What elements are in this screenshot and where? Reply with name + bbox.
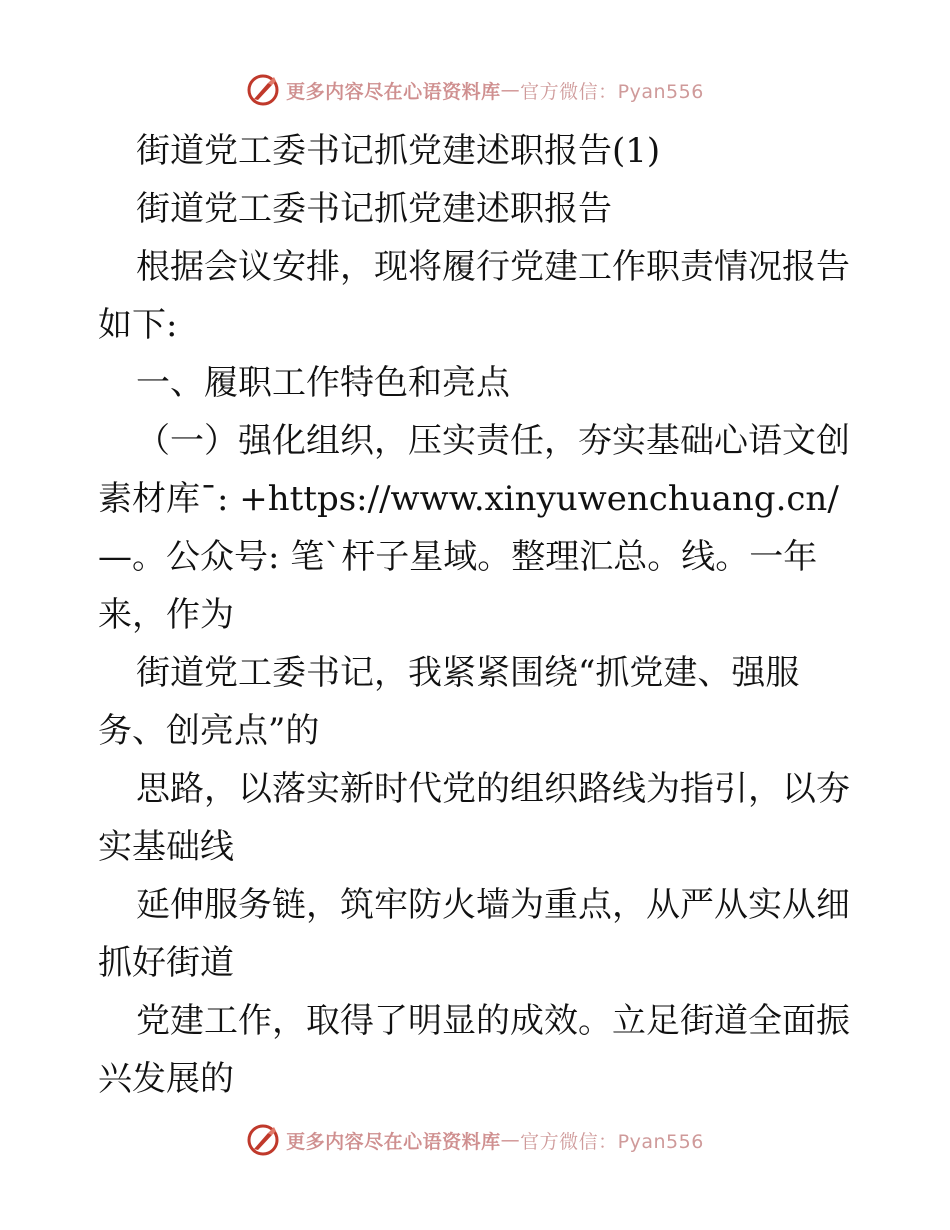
paragraph-body-4: 党建工作，取得了明显的成效。立足街道全面振兴发展的 [98, 1001, 850, 1099]
banner-main-text: 更多内容尽在心语资料库 [286, 80, 501, 103]
banner-main-text: 更多内容尽在心语资料库 [286, 1130, 501, 1153]
section-heading: 一、履职工作特色和亮点 [136, 363, 510, 403]
document-subtitle: 街道党工委书记抓党建述职报告 [136, 189, 612, 229]
banner-wechat-text: 官方微信：Pyan556 [520, 80, 704, 103]
document-title: 街道党工委书记抓党建述职报告(1) [136, 131, 661, 171]
quill-pen-icon [246, 1123, 280, 1157]
paragraph-intro: 根据会议安排，现将履行党建工作职责情况报告如下: [98, 247, 850, 345]
banner-separator: — [500, 79, 521, 101]
paragraph-subsection: （一）强化组织，压实责任，夯实基础心语文创素材库¯: +https://www.xinyuwenchuang.cn/—。公众号: 笔`杆子星域。整理汇总。线。一年来，作为 [98, 421, 850, 635]
paragraph-body-1: 街道党工委书记，我紧紧围绕“抓党建、强服务、创亮点”的 [98, 653, 800, 751]
paragraph-body-2: 思路，以落实新时代党的组织路线为指引，以夯实基础线 [98, 769, 850, 867]
paragraph-body-3: 延伸服务链，筑牢防火墙为重点，从严从实从细抓好街道 [98, 885, 850, 983]
banner-separator: — [500, 1129, 521, 1151]
footer-watermark-banner [0, 1118, 950, 1162]
document-body [98, 122, 858, 1108]
banner-wechat-text: 官方微信：Pyan556 [520, 1130, 704, 1153]
header-watermark-banner [0, 68, 950, 112]
quill-pen-icon [246, 73, 280, 107]
